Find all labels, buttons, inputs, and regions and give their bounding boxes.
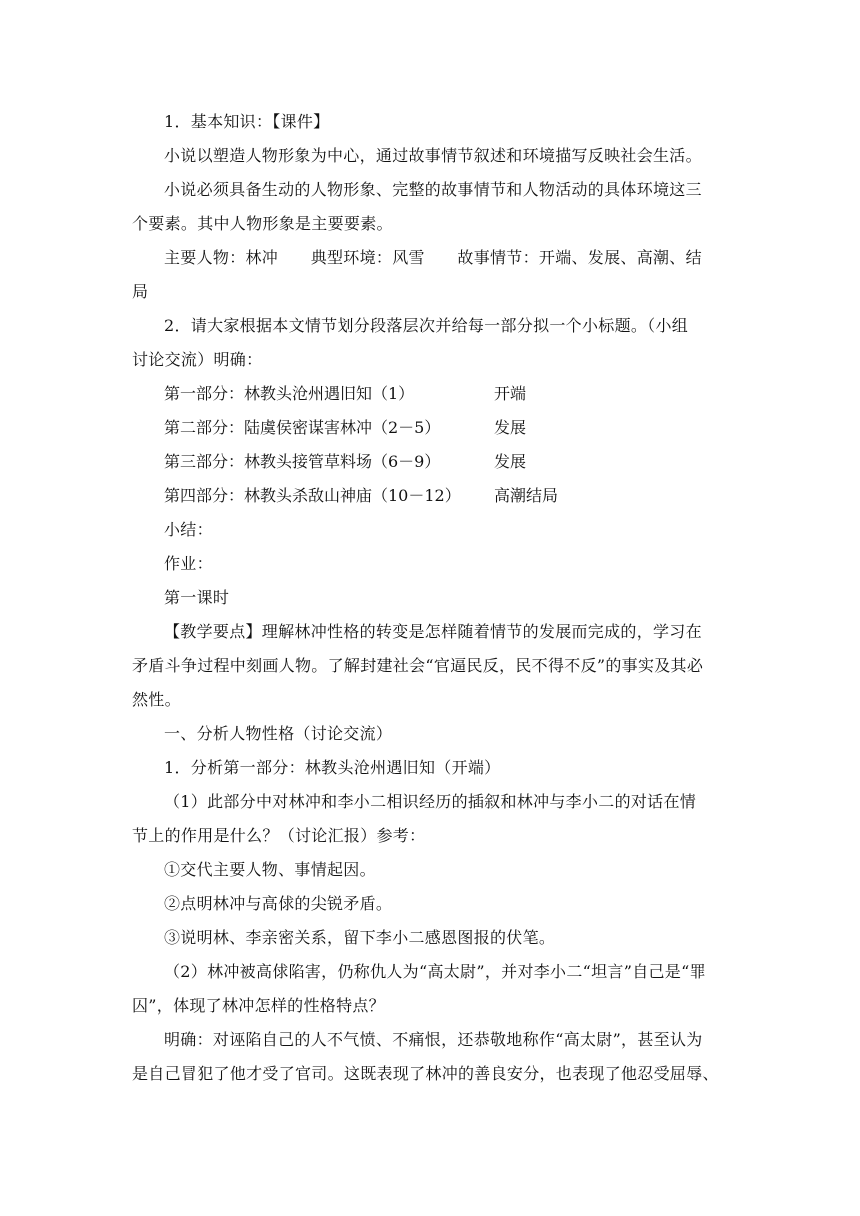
question-line: （1）此部分中对林冲和李小二相识经历的插叙和林冲与李小二的对话在情: [164, 792, 697, 811]
section-row: [0, 384, 860, 404]
list-item: ①交代主要人物、事情起因。: [164, 860, 376, 879]
section-label: 第三部分：林教头接管草料场（6－9）: [164, 452, 441, 471]
paragraph-line: 个要素。其中人物形象是主要要素。: [132, 214, 393, 233]
section-label: 第四部分：林教头杀敌山神庙（10－12）: [164, 486, 461, 505]
section-stage: 高潮结局: [494, 486, 559, 505]
subsection-heading: 1．分析第一部分：林教头沧州遇旧知（开端）: [164, 758, 501, 777]
paragraph-line: 是自己冒犯了他才受了官司。这既表现了林冲的善良安分，也表现了他忍受屈辱、: [132, 1064, 719, 1083]
list-item: ③说明林、李亲密关系，留下李小二感恩图报的伏笔。: [164, 928, 556, 947]
list-item: ②点明林冲与高俅的尖锐矛盾。: [164, 894, 393, 913]
paragraph-line: 讨论交流）明确：: [132, 350, 263, 369]
section-stage: 发展: [494, 452, 527, 471]
section-row: [0, 418, 860, 438]
teaching-points-line: 【教学要点】理解林冲性格的转变是怎样随着情节的发展而完成的，学习在: [164, 622, 702, 641]
section-stage: 发展: [494, 418, 527, 437]
paragraph-line: 矛盾斗争过程中刻画人物。了解封建社会“官逼民反，民不得不反”的事实及其必: [132, 656, 704, 675]
answer-line: 明确：对诬陷自己的人不气愤、不痛恨，还恭敬地称作“高太尉”，甚至认为: [164, 1030, 703, 1049]
section-label: 第一部分：林教头沧州遇旧知（1）: [164, 384, 415, 403]
section-row: [0, 452, 860, 472]
section-heading-basic-knowledge: 1．基本知识：【课件】: [164, 112, 330, 131]
paragraph-line: 局: [132, 282, 149, 301]
paragraph-line: 囚”，体现了林冲怎样的性格特点？: [132, 996, 385, 1015]
section-row: [0, 486, 860, 506]
question-line: （2）林冲被高俅陷害，仍称仇人为“高太尉”，并对李小二“坦言”自己是“罪: [164, 962, 706, 981]
section-heading-character-analysis: 一、分析人物性格（讨论交流）: [164, 724, 393, 743]
paragraph-line: 节上的作用是什么？（讨论汇报）参考：: [132, 826, 426, 845]
lesson-title: 第一课时: [164, 588, 230, 607]
section-label: 第二部分：陆虞侯密谋害林冲（2－5）: [164, 418, 441, 437]
summary-label: 小结：: [164, 520, 213, 539]
paragraph-line: 小说必须具备生动的人物形象、完整的故事情节和人物活动的具体环境这三: [164, 180, 702, 199]
homework-label: 作业：: [164, 554, 213, 573]
paragraph-line: 主要人物：林冲 典型环境：风雪 故事情节：开端、发展、高潮、结: [164, 248, 702, 267]
paragraph-line: 然性。: [132, 690, 181, 709]
paragraph-line: 小说以塑造人物形象为中心，通过故事情节叙述和环境描写反映社会生活。: [164, 146, 702, 165]
section-stage: 开端: [494, 384, 527, 403]
section-heading-plot-division: 2．请大家根据本文情节划分段落层次并给每一部分拟一个小标题。（小组: [164, 316, 689, 335]
